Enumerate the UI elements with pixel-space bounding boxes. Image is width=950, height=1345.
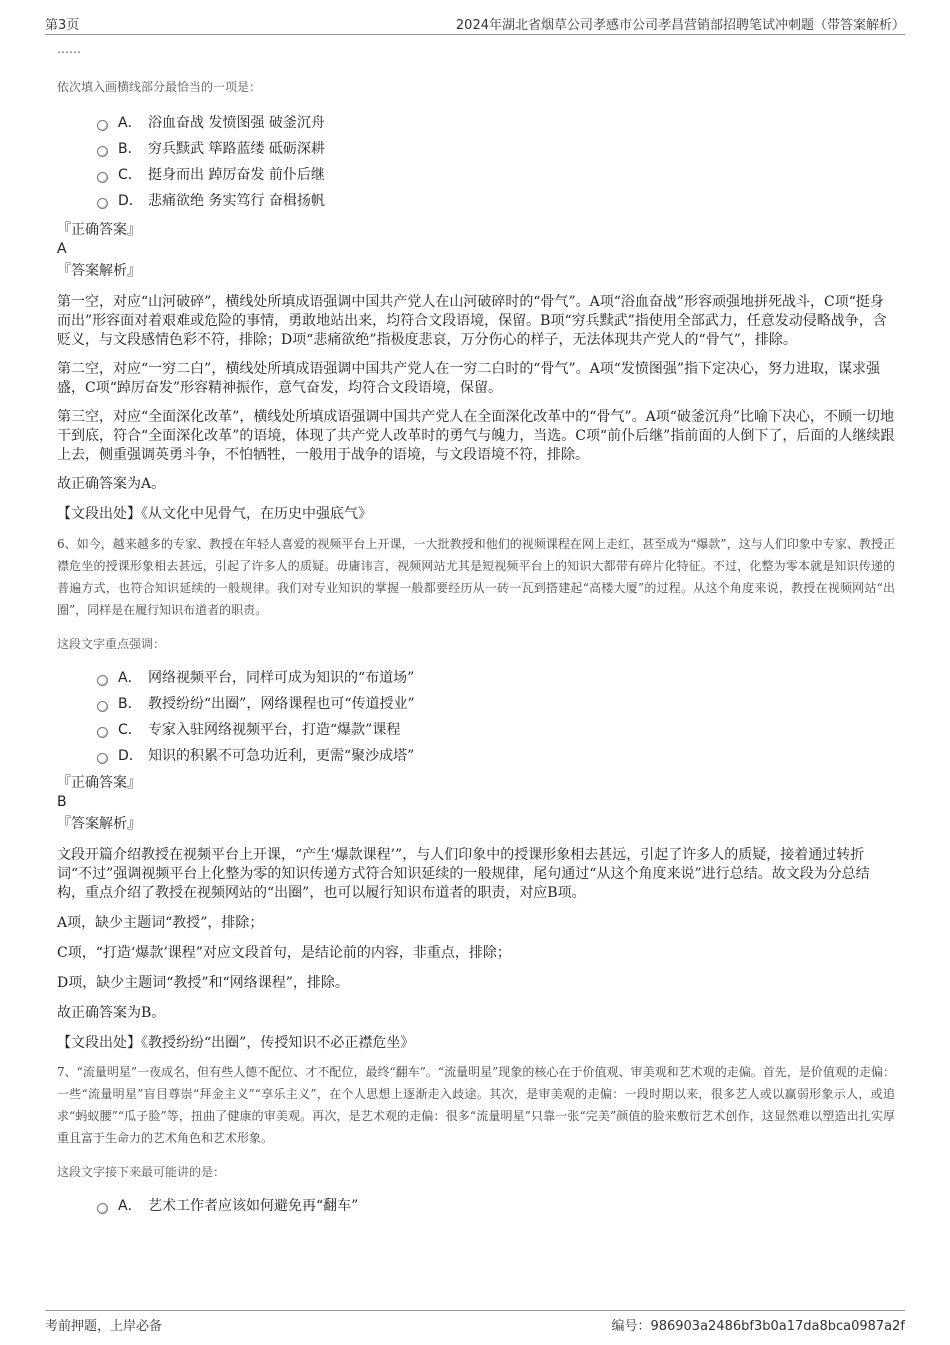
source-citation: 【文段出处】《从文化中见骨气，在历史中强底气》: [57, 506, 372, 522]
question-text: 7、“流量明星”一夜成名，但有些人德不配位、才不配位，最终“翻车”。“流量明星”现象的核心在于价值观、审美观和艺术观的走偏。首先，是价值观的走偏：一些“流量明星”盲目尊崇“拜金主义”“享乐主义”，在个人思想上逐渐走入歧途。其次，是审美观的走偏：一段时期以来，很多艺人或以赢弱形象示人，或追求“蚂蚁腰”“瓜子脸”等，扭曲了健康的审美观。再次，是艺术观的走偏：很多“流量明星”只靠一张“完美”颜值的脸来敷衍艺术创作，这显然难以塑造出扎实厚重且富于生命力的艺术角色和艺术形象。: [57, 1065, 895, 1145]
analysis-conclusion: 故正确答案为A。: [57, 476, 166, 492]
option-letter: A．: [118, 115, 142, 131]
q6-option-a[interactable]: [97, 665, 895, 691]
option-letter: D．: [118, 193, 143, 209]
option-text: 专家入驻网络视频平台，打造“爆款”课程: [148, 722, 401, 738]
analysis-label: 『答案解析』: [57, 816, 141, 832]
analysis-conclusion: 故正确答案为B。: [57, 1005, 166, 1021]
analysis-paragraph: C项，“打造‘爆款’课程”对应文段首句，是结论前的内容，非重点，排除；: [57, 945, 511, 961]
analysis-paragraph: A项，缺少主题词“教授”，排除；: [57, 915, 264, 931]
analysis-label: 『答案解析』: [57, 263, 141, 279]
answer-label: 『正确答案』: [57, 775, 141, 791]
analysis-paragraph: 第一空，对应“山河破碎”，横线处所填成语强调中国共产党人在山河破碎时的“骨气”。A项“浴血奋战”形容顽强地拼死战斗，C项“挺身而出”形容面对着艰难或危险的事情，勇敢地站出来，均符合文段语境，保留。B项“穷兵黩武”指使用全部武力，任意发动侵略战争，含贬义，与文段感情色彩不符，排除；D项“悲痛欲绝”指极度悲哀，万分伤心的样子，无法体现共产党人的“骨气”，排除。: [57, 294, 887, 348]
option-text: 教授纷纷“出圈”，网络课程也可“传道授业”: [148, 696, 415, 712]
q7-option-a[interactable]: [97, 1193, 895, 1219]
question-prompt: 依次填入画横线部分最恰当的一项是：: [57, 80, 262, 94]
answer-value: B: [57, 794, 67, 810]
ellipsis: ……: [57, 42, 81, 56]
question-prompt: 这段文字接下来最可能讲的是：: [57, 1165, 226, 1179]
footer-slogan: 考前押题，上岸必备: [45, 1319, 163, 1334]
page-header: [45, 12, 905, 35]
option-text: 知识的积累不可急功近利，更需“聚沙成塔”: [148, 748, 415, 764]
question-prompt: 这段文字重点强调：: [57, 637, 166, 651]
answer-value: A: [57, 241, 67, 257]
option-text: 挺身而出 踔厉奋发 前仆后继: [148, 167, 325, 183]
radio-icon[interactable]: [97, 675, 108, 686]
q5-option-c[interactable]: [97, 162, 895, 188]
radio-icon[interactable]: [97, 727, 108, 738]
document-title: 2024年湖北省烟草公司孝感市公司孝昌营销部招聘笔试冲刺题（带答案解析）: [455, 18, 905, 33]
q5-option-a[interactable]: [97, 110, 895, 136]
option-letter: C．: [118, 167, 142, 183]
option-text: 网络视频平台，同样可成为知识的“布道场”: [148, 670, 415, 686]
q6-option-d[interactable]: [97, 743, 895, 769]
radio-icon[interactable]: [97, 701, 108, 712]
option-letter: B．: [118, 696, 142, 712]
q5-option-b[interactable]: [97, 136, 895, 162]
q5-option-d[interactable]: [97, 188, 895, 214]
radio-icon[interactable]: [97, 753, 108, 764]
source-citation: 【文段出处】《教授纷纷“出圈”，传授知识不必正襟危坐》: [57, 1035, 415, 1051]
radio-icon[interactable]: [97, 1203, 108, 1214]
radio-icon[interactable]: [97, 172, 108, 183]
question-text: 6、如今，越来越多的专家、教授在年轻人喜爱的视频平台上开课，一大批教授和他们的视频课程在网上走红，甚至成为“爆款”，这与人们印象中专家、教授正襟危坐的授课形象相去甚远，引起了许多人的质疑。毋庸讳言，视频网站尤其是短视频平台上的知识大都带有碎片化特征。不过，化整为零本就是知识传递的普遍方式，也符合知识延续的一般规律。我们对专业知识的掌握一般都要经历从一砖一瓦到搭建起“高楼大厦”的过程。从这个角度来说，教授在视频网站“出圈”，同样是在履行知识布道者的职责。: [57, 537, 895, 617]
option-letter: B．: [118, 141, 142, 157]
option-text: 艺术工作者应该如何避免再“翻车”: [148, 1198, 359, 1214]
radio-icon[interactable]: [97, 146, 108, 157]
q6-options: [97, 665, 895, 769]
q7-options: [97, 1193, 895, 1219]
answer-label: 『正确答案』: [57, 222, 141, 238]
page-footer: [45, 1310, 905, 1333]
analysis-paragraph: 第三空，对应“全面深化改革”，横线处所填成语强调中国共产党人在全面深化改革中的“骨气”。A项“破釜沉舟”比喻下决心，不顾一切地干到底，符合“全面深化改革”的语境，体现了共产党人改革时的勇气与魄力，当选。C项“前仆后继”指前面的人倒下了，后面的人继续跟上去，侧重强调英勇斗争，不怕牺牲，一般用于战争的语境，与文段语境不符，排除。: [57, 409, 895, 463]
analysis-paragraph: 文段开篇介绍教授在视频平台上开课，“产生‘爆款课程’”，与人们印象中的授课形象相去甚远，引起了许多人的质疑，接着通过转折词“不过”强调视频平台上化整为零的知识传递方式符合知识延续的一般规律，尾句通过“从这个角度来说”进行总结。故文段为分总结构，重点介绍了教授在视频网站的“出圈”，也可以履行知识布道者的职责，对应B项。: [57, 847, 870, 901]
radio-icon[interactable]: [97, 198, 108, 209]
document-body: [57, 38, 895, 1219]
option-letter: A．: [118, 1198, 142, 1214]
q6-option-b[interactable]: [97, 691, 895, 717]
q5-options: [97, 110, 895, 214]
option-letter: C．: [118, 722, 142, 738]
option-text: 浴血奋战 发愤图强 破釜沉舟: [148, 115, 325, 131]
analysis-paragraph: 第二空，对应“一穷二白”，横线处所填成语强调中国共产党人在一穷二白时的“骨气”。A项“发愤图强”指下定决心，努力进取，谋求强盛，C项“踔厉奋发”形容精神振作，意气奋发，均符合文段语境，保留。: [57, 361, 881, 396]
q6-option-c[interactable]: [97, 717, 895, 743]
option-letter: A．: [118, 670, 142, 686]
analysis-paragraph: D项，缺少主题词“教授”和“网络课程”，排除。: [57, 975, 349, 991]
option-letter: D．: [118, 748, 143, 764]
option-text: 悲痛欲绝 务实笃行 奋楫扬帆: [148, 193, 325, 209]
radio-icon[interactable]: [97, 120, 108, 131]
page-number: 第3页: [45, 18, 80, 33]
option-text: 穷兵黩武 筚路蓝缕 砥砺深耕: [148, 141, 325, 157]
document-id: 编号：986903a2486bf3b0a17da8bca0987a2f: [611, 1319, 905, 1334]
